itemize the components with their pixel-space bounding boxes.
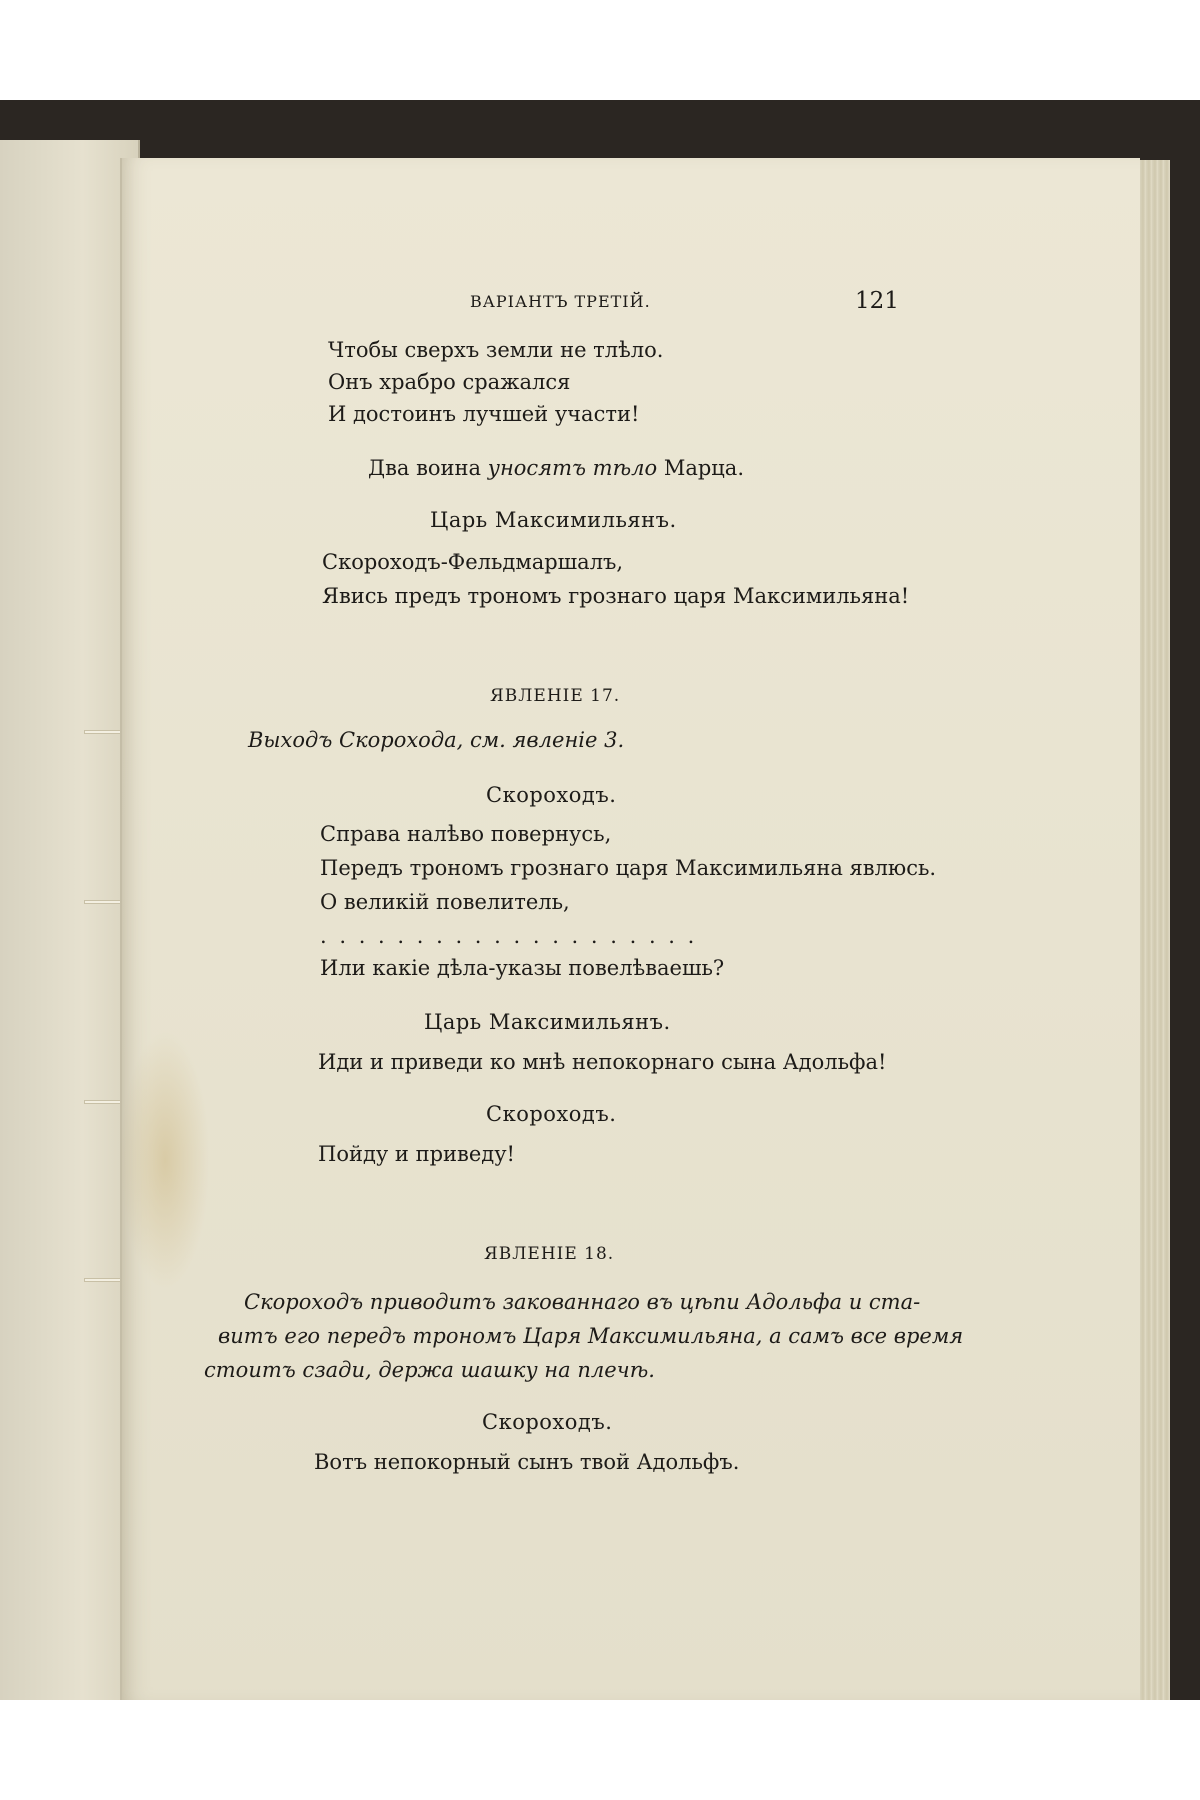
running-header: ВАРІАНТЪ ТРЕТІЙ.	[470, 292, 651, 311]
page-number: 121	[855, 288, 899, 314]
stage-direction: Выходъ Скорохода, см. явленіе 3.	[248, 728, 625, 752]
speaker-name: Царь Максимильянъ.	[430, 508, 677, 532]
verse-line: Иди и приведи ко мнѣ непокорнаго сына Адольфа!	[318, 1050, 887, 1074]
stage-direction-part: Два воина	[368, 456, 482, 480]
speaker-name: Скороходъ.	[486, 783, 617, 807]
stage-direction-italic: уносятъ тѣло	[487, 456, 658, 480]
ellipsis-line: . . . . . . . . . . . . . . . . . . . .	[320, 924, 698, 948]
paper-stain	[120, 1030, 210, 1290]
verse-line: Справа налѣво повернусь,	[320, 822, 612, 846]
verse-line: О великій повелитель,	[320, 890, 570, 914]
verse-line: Явись предъ трономъ грознаго царя Максимильяна!	[322, 584, 910, 608]
scene-heading: ЯВЛЕНІЕ 17.	[490, 686, 621, 706]
left-page	[0, 140, 140, 1700]
speaker-name: Царь Максимильянъ.	[424, 1010, 671, 1034]
scene-heading: ЯВЛЕНІЕ 18.	[484, 1244, 615, 1264]
verse-line: Передъ трономъ грознаго царя Максимильяна явлюсь.	[320, 856, 937, 880]
stage-direction	[368, 456, 744, 480]
verse-line: Скороходъ-Фельдмаршалъ,	[322, 550, 624, 574]
speaker-name: Скороходъ.	[486, 1102, 617, 1126]
verse-line: Чтобы сверхъ земли не тлѣло.	[328, 338, 664, 362]
stage-direction: Скороходъ приводитъ закованнаго въ цѣпи Адольфа и ста-	[244, 1290, 921, 1314]
verse-line: И достоинъ лучшей участи!	[328, 402, 640, 426]
verse-line: Онъ храбро сражался	[328, 370, 571, 394]
stage-direction: витъ его передъ трономъ Царя Максимильяна, а самъ все время	[218, 1324, 964, 1348]
verse-line: Или какіе дѣла-указы повелѣваешь?	[320, 956, 725, 980]
verse-line: Вотъ непокорный сынъ твой Адольфъ.	[314, 1450, 740, 1474]
verse-line: Пойду и приведу!	[318, 1142, 515, 1166]
stage-direction: стоитъ сзади, держа шашку на плечѣ.	[204, 1358, 655, 1382]
stage-direction-part: Марца.	[663, 456, 744, 480]
speaker-name: Скороходъ.	[482, 1410, 613, 1434]
